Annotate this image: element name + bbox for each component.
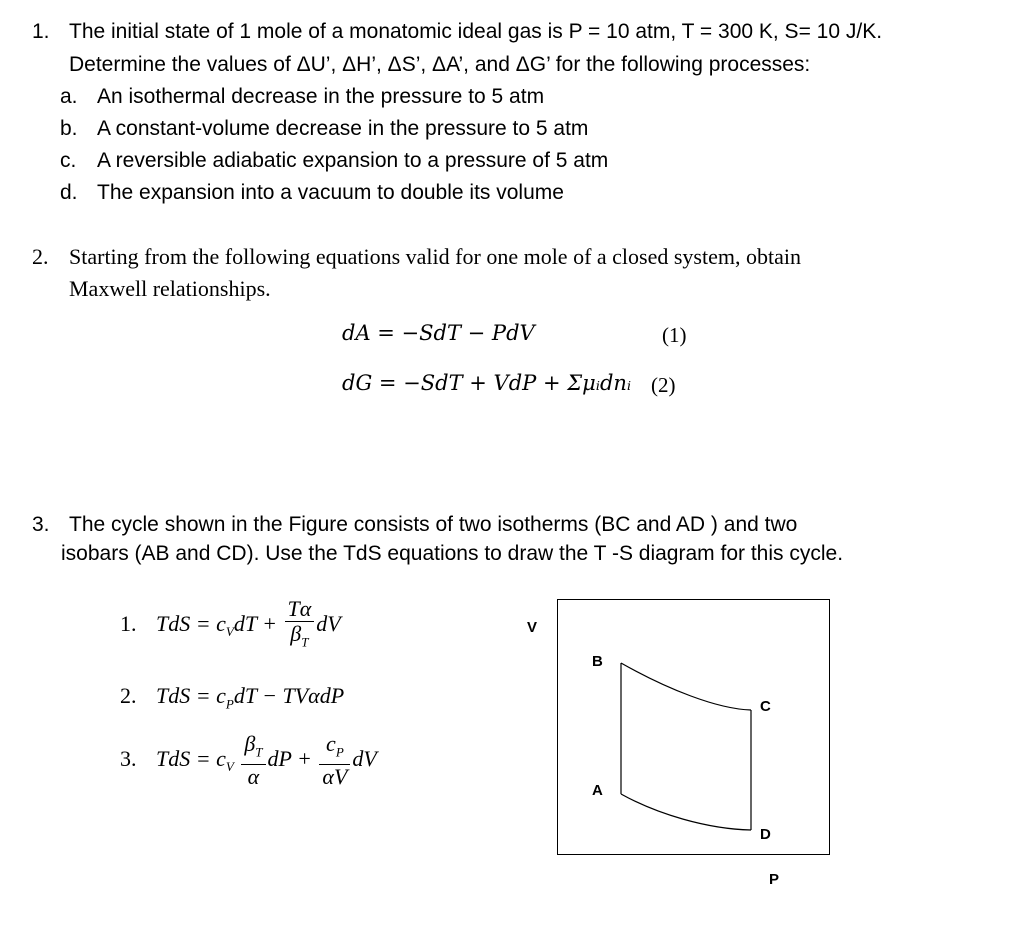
- tds-1-lhs: TdS =: [156, 610, 217, 636]
- tds-1-cv-sub: V: [225, 624, 234, 640]
- tds-2-rhs: dT − TVαdP: [233, 683, 345, 708]
- tds-3-num2-sub: P: [335, 744, 344, 760]
- tds-equation-3: [120, 732, 377, 789]
- tds-1-cv: c: [216, 610, 226, 636]
- q3-line1: The cycle shown in the Figure consists of two isotherms (BC and AD ) and two: [69, 513, 798, 536]
- isotherm-ad: [621, 794, 751, 830]
- tds-equation-1: [120, 597, 341, 654]
- tds-3-dv: dV: [352, 745, 377, 771]
- equation-2-number: (2): [651, 373, 676, 397]
- point-a-label: A: [592, 782, 603, 799]
- q3-line2: isobars (AB and CD). Use the TdS equations to draw the T -S diagram for this cycle.: [61, 542, 844, 565]
- q1-line2: Determine the values of ΔU’, ΔH’, ΔS’, ΔA’, and ΔG’ for the following processes:: [69, 53, 811, 76]
- figure-y-axis-label: V: [527, 619, 538, 636]
- tds-1-dv: dV: [316, 610, 341, 636]
- q3-number: 3.: [32, 513, 50, 536]
- tds-3-den2: αV: [322, 764, 348, 790]
- equation-1-number: (1): [662, 323, 687, 347]
- tds-3-fraction-2: [319, 732, 350, 789]
- q1-item-a-marker: a.: [60, 85, 78, 108]
- tds-1-dt: dT +: [233, 610, 277, 636]
- isotherm-bc: [621, 663, 751, 710]
- q2-number: 2.: [32, 244, 49, 269]
- q1-item-d: The expansion into a vacuum to double its volume: [97, 181, 564, 204]
- equation-2: dG = −SdT + VdP + Σμᵢdnᵢ: [342, 371, 632, 395]
- q1-number: 1.: [32, 20, 50, 43]
- tds-3-num1: β: [244, 731, 256, 756]
- q1-item-d-marker: d.: [60, 181, 78, 204]
- q1-item-c: A reversible adiabatic expansion to a pressure of 5 atm: [97, 149, 609, 172]
- q1-line1: The initial state of 1 mole of a monatomic ideal gas is P = 10 atm, T = 300 K, S= 10 J/K.: [69, 20, 883, 43]
- tds-3-fraction-1: [241, 732, 265, 789]
- tds-3-num1-sub: T: [255, 744, 263, 760]
- tds-1-number: 1.: [120, 610, 137, 636]
- q1-item-c-marker: c.: [60, 149, 77, 172]
- q2-line2: Maxwell relationships.: [69, 276, 271, 301]
- tds-1-denominator: β: [290, 621, 302, 646]
- q2-line1: Starting from the following equations valid for one mole of a closed system, obtain: [69, 244, 801, 269]
- figure-x-axis-label: P: [769, 871, 780, 888]
- tds-3-number: 3.: [120, 745, 137, 771]
- q1-item-a: An isothermal decrease in the pressure to 5 atm: [97, 85, 545, 108]
- tds-1-fraction: [285, 597, 315, 654]
- equation-1: dA = −SdT − PdV: [342, 321, 535, 345]
- tds-2-number: 2.: [120, 683, 137, 708]
- tds-3-den1: α: [247, 764, 260, 790]
- tds-3-num2: c: [326, 731, 336, 756]
- point-d-label: D: [760, 826, 771, 843]
- tds-3-cv-sub: V: [225, 759, 234, 775]
- q1-item-b-marker: b.: [60, 117, 78, 140]
- point-b-label: B: [592, 653, 603, 670]
- tds-1-denominator-sub: T: [301, 634, 309, 650]
- q1-item-b: A constant-volume decrease in the pressure to 5 atm: [97, 117, 589, 140]
- tds-3-dp: dP +: [267, 745, 312, 771]
- tds-2-cp-sub: P: [225, 696, 234, 712]
- tds-3-lhs: TdS = c: [156, 745, 226, 771]
- point-c-label: C: [760, 698, 771, 715]
- tds-1-numerator: Tα: [287, 596, 312, 621]
- tds-2-lhs: TdS = c: [156, 683, 226, 708]
- cycle-diagram: [557, 599, 831, 857]
- tds-equation-2: [120, 683, 344, 712]
